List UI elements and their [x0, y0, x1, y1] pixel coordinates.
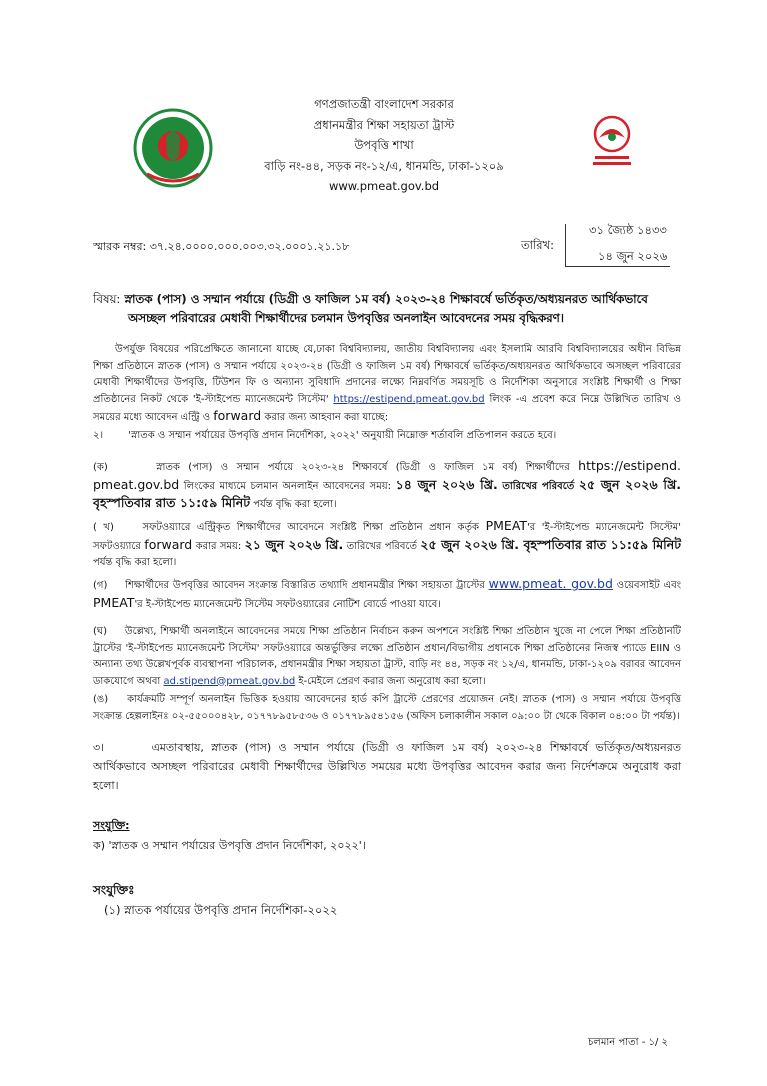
paragraph-2: [93, 428, 681, 445]
clause-kha-label: ( খ): [93, 522, 114, 533]
clause-ka-date-1: ১৪ জুন ২০২৬ খ্রি.: [395, 476, 498, 492]
clause-ka-text-c: তারিখের পরিবর্তে: [502, 480, 575, 492]
p2-text: 'স্নাতক ও সম্মান পর্যায়ের উপবৃত্তি প্রদান নির্দেশিকা, ২০২২' অনুযায়ী নিম্নোক্ত শর্তাবলি প্রতিপালন করতে হবে।: [128, 430, 557, 441]
p1-text-a: উপর্যুক্ত বিষয়ের পরিপ্রেক্ষিতে জানানো যাচ্ছে যে,ঢাকা বিশ্ববিদ্যালয়, জাতীয় বিশ্ববিদ্যালয় এবং ইসলামি আরবি বিশ্ববিদ্যালয়ের অধীন বিভিন্ন শিক্ষা প্রতিষ্ঠানে স্নাতক (পাস) ও সম্মান পর্যায়ে ২০২৩-২৪ (ডিগ্রী ও ফাজিল ১ম বর্ষ) শিক্ষাবর্ষে ভর্তিকৃত/অধ্যয়নরত আর্থিকভাবে অসচ্ছল পরিবারের মেধাবী শিক্ষার্থীদের উপবৃত্তি, টিউশন ফি ও অন্যান্য সুবিধাদি প্রদানের লক্ষ্যে নিম্নবর্ণিত সময়সূচি ও নির্দেশিকা অনুসারে সংশ্লিষ্ট শিক্ষার্থী ও শিক্ষা প্রতিষ্ঠানের নিকট থেকে 'ই-স্টাইপেন্ড ম্যানেজমেন্ট সিস্টেম': [93, 344, 681, 405]
clause-ga-text-c: 'র ই-স্টাইপেন্ড ম্যানেজমেন্ট সিস্টেম সফটওয়্যারের নোটিশ বোর্ডে পাওয়া যাবে।: [134, 598, 441, 610]
date-label: তারিখ:: [521, 238, 555, 252]
clause-gha-text-b: ই-মেইলে প্রেরণ করার জন্য অনুরোধ করা হলো।: [298, 675, 486, 687]
subject: [93, 290, 683, 328]
page-continuation: চলমান পাতা - ১/ ২: [588, 1037, 669, 1048]
subject-line-1: স্নাতক (পাস) ও সম্মান পর্যায়ে (ডিগ্রী ও ফাজিল ১ম বর্ষ) ২০২৩-২৪ শিক্ষাবর্ষে ভর্তিকৃত/অধ্যয়নরত আর্থিকভাবে: [124, 292, 648, 306]
letterhead: [250, 94, 518, 197]
clause-ga-text-a: শিক্ষার্থীদের উপবৃত্তির আবেদন সংক্রান্ত বিস্তারিত তথ্যাদি প্রধানমন্ত্রীর শিক্ষা সহায়তা ট্রাস্টের: [125, 580, 485, 591]
attachment-item-1: ক) 'স্নাতক ও সম্মান পর্যায়ের উপবৃত্তি প্রদান নির্দেশিকা, ২০২২'।: [93, 839, 366, 852]
date-english: ১৪ জুন ২০২৬: [598, 249, 668, 263]
header-line-branch: উপবৃত্তি শাখা: [354, 138, 414, 152]
memo-number: স্মারক নম্বর: ৩৭.২৪.০০০০.০০০.০০৩.৩২.০০০১.২১.১৮: [93, 240, 350, 253]
clause-kha-text-d: তারিখের পরিবর্তে: [346, 540, 418, 552]
paragraph-1: [93, 342, 681, 427]
date-bangla: ৩১ জ্যৈষ্ঠ ১৪৩৩: [589, 223, 667, 237]
p2-number: ২।: [93, 430, 104, 441]
attachment-item-2: (১) স্নাতক পর্যায়ের উপবৃত্তি প্রদান নির্দেশিকা-২০২২: [104, 903, 338, 917]
clause-ka-url: https://estipend. pmeat.gov.bd: [93, 458, 681, 492]
pmeat-logo-icon: [585, 112, 639, 170]
clause-ka-label: (ক): [93, 462, 108, 473]
clause-umo-label: (ঙ): [93, 694, 109, 705]
clause-kha-text-e: পর্যন্ত বৃদ্ধি করা হলো।: [93, 557, 177, 568]
attachment-label-1: সংযুক্তি:: [93, 819, 130, 832]
clause-ka-date-2: ২৫ জুন ২০২৬ খ্রি. বৃহস্পতিবার রাত ১১:৫৯ মিনিট: [93, 476, 682, 510]
p1-forward: forward: [213, 408, 262, 423]
p1-text-c: করার জন্য আহবান করা যাচ্ছে:: [264, 412, 389, 423]
clause-gha-label: (ঘ): [93, 626, 107, 637]
clause-gha-text-a: উল্লেখ্য, শিক্ষার্থী অনলাইনে আবেদনের সময়ে শিক্ষা প্রতিষ্ঠান নির্বাচন করুন অপশনে সংশ্লিষ্ট শিক্ষা প্রতিষ্ঠান খুজে না পেলে শিক্ষা প্রতিষ্ঠানটি ট্রাস্টের 'ই-স্টাইপেন্ড ম্যানেজমেন্ট সিস্টেম' সফটওয়্যারে অন্তর্ভুক্তির লক্ষ্যে প্রতিষ্ঠান প্রধান/বিভাগীয় প্রধানকে শিক্ষা প্রতিষ্ঠানের নিজস্ব প্যাডে EIIN ও অন্যান্য তথ্য উল্লেখপূর্বক ব্যবস্থাপনা পরিচালক, প্রধানমন্ত্রীর শিক্ষা সহায়তা ট্রাস্ট, বাড়ি নং ৪৪, সড়ক নং ১২/এ, ধানমন্ডি, ঢাকা-১২০৯ বরাবর আবেদন ডাকযোগে অথবা: [93, 626, 681, 687]
clause-ka-text-d: পর্যন্ত বৃদ্ধি করা হলো।: [253, 499, 337, 510]
p1-text-b: লিংক -এ প্রবেশ করে নিম্নে উল্লিখিত তারিখ ও সময়ের মধ্যে আবেদন এন্ট্রি ও: [93, 393, 682, 423]
header-line-address: বাড়ি নং-৪৪, সড়ক নং-১২/এ, ধানমন্ডি, ঢাকা-১২০৯: [264, 158, 504, 173]
clause-kha-date-2: ২৫ জুন ২০২৬ খ্রি. বৃহস্পতিবার রাত ১১:৫৯ মিনিট: [420, 536, 682, 552]
pmeat-website-link[interactable]: www.pmeat. gov.bd: [488, 576, 613, 591]
clause-ga-text-b: ওয়েবসাইট এবং: [616, 580, 681, 591]
clause-kha: [93, 518, 681, 572]
clause-kha-date-1: ২১ জুন ২০২৬ খ্রি.: [244, 536, 344, 552]
clause-ka-text-b: লিংকের মাধ্যমে চলমান অনলাইন আবেদনের সময়:: [183, 480, 392, 492]
clause-gha: [93, 624, 681, 690]
attachment-label-2: সংযুক্তিঃ: [93, 883, 135, 897]
clause-kha-pmeat: PMEAT: [485, 518, 528, 533]
header-line-government: গণপ্রজাতন্ত্রী বাংলাদেশ সরকার: [314, 97, 454, 111]
p3-number: ৩।: [93, 741, 105, 754]
clause-ka-text-a: স্নাতক (পাস) ও সম্মান পর্যায়ে ২০২৩-২৪ শিক্ষাবর্ষে (ডিগ্রী ও ফাজিল ১ম বর্ষ) শিক্ষার্থীদের: [156, 462, 570, 473]
paragraph-3: [93, 738, 681, 795]
estipend-link[interactable]: https://estipend.pmeat.gov.bd: [333, 393, 485, 405]
bangladesh-government-seal-icon: [133, 108, 213, 188]
header-line-trust: প্রধানমন্ত্রীর শিক্ষা সহায়তা ট্রাস্ট: [313, 117, 455, 132]
clause-ga-label: (গ): [93, 580, 108, 591]
clause-ka: [93, 458, 681, 514]
clause-kha-forward: forward: [144, 536, 193, 552]
subject-line-2: অসচ্ছল পরিবারের মেধাবী শিক্ষার্থীদের চলমান উপবৃত্তির অনলাইন আবেদনের সময় বৃদ্ধিকরণ।: [128, 311, 564, 325]
clause-kha-text-a: সফটওয়্যারে এন্ট্রিকৃত শিক্ষার্থীদের আবেদনে সংশ্লিষ্ট শিক্ষা প্রতিষ্ঠান প্রধান কর্তৃক: [142, 522, 480, 533]
clause-ga: [93, 576, 681, 613]
clause-umo-text: কার্যক্রমটি সম্পূর্ণ অনলাইন ভিত্তিক হওয়ায় আবেদনের হার্ড কপি ট্রাস্টে প্রেরণের প্রয়োজন নেই। স্নাতক (পাস) ও সম্মান পর্যায়ে উপবৃত্তি সংক্রান্ত হেল্পলাইনঃ ০২-৫৫০০০৪২৮, ০১৭৭৮৯৫৮৫৩৬ ও ০১৭৭৮৯৫৪১৫৬ (অফিস চলাকালীন সকাল ০৯:০০ টা থেকে বিকাল ০৪:০০ টা পর্যন্ত)।: [93, 694, 681, 722]
subject-label: বিষয়:: [93, 292, 121, 306]
clause-kha-text-b: 'র 'ই-স্টাইপেন্ড ম্যানেজমেন্ট সিস্টেম' সফটওয়্যারে: [93, 522, 681, 552]
clause-umo: [93, 692, 681, 725]
header-website: www.pmeat.gov.bd: [328, 179, 440, 193]
clause-kha-text-c: করার সময়:: [195, 540, 242, 552]
p3-text: এমতাবস্থায়, স্নাতক (পাস) ও সম্মান পর্যায়ে (ডিগ্রী ও ফাজিল ১ম বর্ষ) ২০২৩-২৪ শিক্ষাবর্ষে ভর্তিকৃত/অধ্যয়নরত আর্থিকভাবে অসচ্ছল পরিবারের মেধাবী শিক্ষার্থীদের উল্লিখিত সময়ের মধ্যে উপবৃত্তির আবেদন করার জন্য নির্দেশক্রমে অনুরোধ করা হলো।: [93, 741, 682, 792]
stipend-email-link[interactable]: ad.stipend@pmeat.gov.bd: [163, 675, 296, 687]
clause-ga-pmeat: PMEAT: [93, 594, 135, 610]
